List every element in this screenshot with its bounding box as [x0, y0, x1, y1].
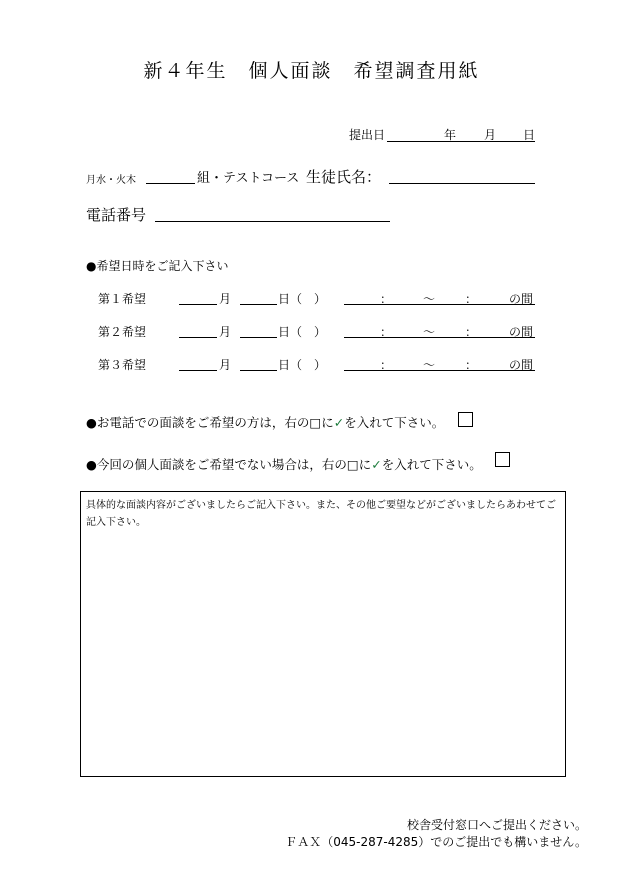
decline-option-text-after: を入れて下さい。 [381, 457, 482, 472]
submit-date-underline [387, 141, 535, 142]
preference-day-label: 日（ ） [278, 358, 327, 372]
time-tilde: 〜 [423, 292, 436, 306]
decline-option-text: ●今回の個人面談をご希望でない場合は，右の□に [86, 457, 372, 472]
submit-year-label: 年 [444, 128, 457, 142]
footer-line-1: 校舎受付窓口へご提出ください。 [406, 818, 587, 832]
phone-field[interactable] [155, 221, 390, 222]
preference-day-label: 日（ ） [278, 325, 327, 339]
submit-date-label: 提出日 [349, 128, 386, 142]
time-colon-2: ： [465, 325, 478, 339]
time-colon-2: ： [465, 358, 478, 372]
preference-month-label: 月 [219, 325, 232, 339]
preference-month-label: 月 [219, 358, 232, 372]
class-days-label: 月水・火木 [86, 175, 136, 186]
time-suffix: の間 [509, 358, 534, 372]
time-colon-1: ： [380, 292, 393, 306]
preference-label: 第２希望 [98, 325, 147, 339]
preference-label: 第３希望 [98, 358, 147, 372]
preference-day-field[interactable] [240, 337, 277, 338]
time-tilde: 〜 [423, 358, 436, 372]
preference-month-field[interactable] [179, 337, 217, 338]
student-name-label: 生徒氏名： [306, 168, 382, 186]
preference-month-label: 月 [219, 292, 232, 306]
preference-day-field[interactable] [240, 370, 277, 371]
comment-prompt: 具体的な面談内容がございましたらご記入下さい。また、その他ご要望などがございましたらあわせてご記入下さい。 [86, 500, 556, 528]
time-suffix: の間 [509, 325, 534, 339]
time-colon-1: ： [380, 325, 393, 339]
decline-option-checkbox[interactable] [495, 452, 510, 467]
class-number-field[interactable] [146, 183, 195, 184]
decline-option [86, 455, 482, 473]
preference-month-field[interactable] [179, 370, 217, 371]
phone-option-text-after: を入れて下さい。 [344, 415, 445, 430]
check-icon: ✓ [333, 415, 345, 430]
student-name-field[interactable] [389, 183, 535, 184]
preference-month-field[interactable] [179, 304, 217, 305]
submit-day-label: 日 [523, 128, 536, 142]
phone-label: 電話番号 [86, 206, 147, 224]
time-tilde: 〜 [423, 325, 436, 339]
preference-day-label: 日（ ） [278, 292, 327, 306]
preference-day-field[interactable] [240, 304, 277, 305]
time-colon-1: ： [380, 358, 393, 372]
preference-time-field[interactable] [344, 337, 535, 338]
preferred-heading: ●希望日時をご記入下さい [86, 259, 229, 273]
preference-time-field[interactable] [344, 304, 535, 305]
page-title: 新４年生 個人面談 希望調査用紙 [143, 60, 480, 82]
phone-option [86, 413, 444, 431]
check-icon: ✓ [371, 457, 382, 472]
time-colon-2: ： [465, 292, 478, 306]
comment-box[interactable] [80, 491, 566, 777]
time-suffix: の間 [509, 292, 534, 306]
class-kumi-label: 組・テストコース [197, 171, 300, 186]
preference-time-field[interactable] [344, 370, 535, 371]
phone-option-text: ●お電話での面談をご希望の方は，右の□に [86, 415, 334, 430]
footer-line-2: ＦＡＸ（045-287-4285）でのご提出でも構いません。 [285, 835, 587, 849]
preference-label: 第１希望 [98, 292, 147, 306]
submit-month-label: 月 [484, 128, 497, 142]
phone-option-checkbox[interactable] [458, 412, 473, 427]
